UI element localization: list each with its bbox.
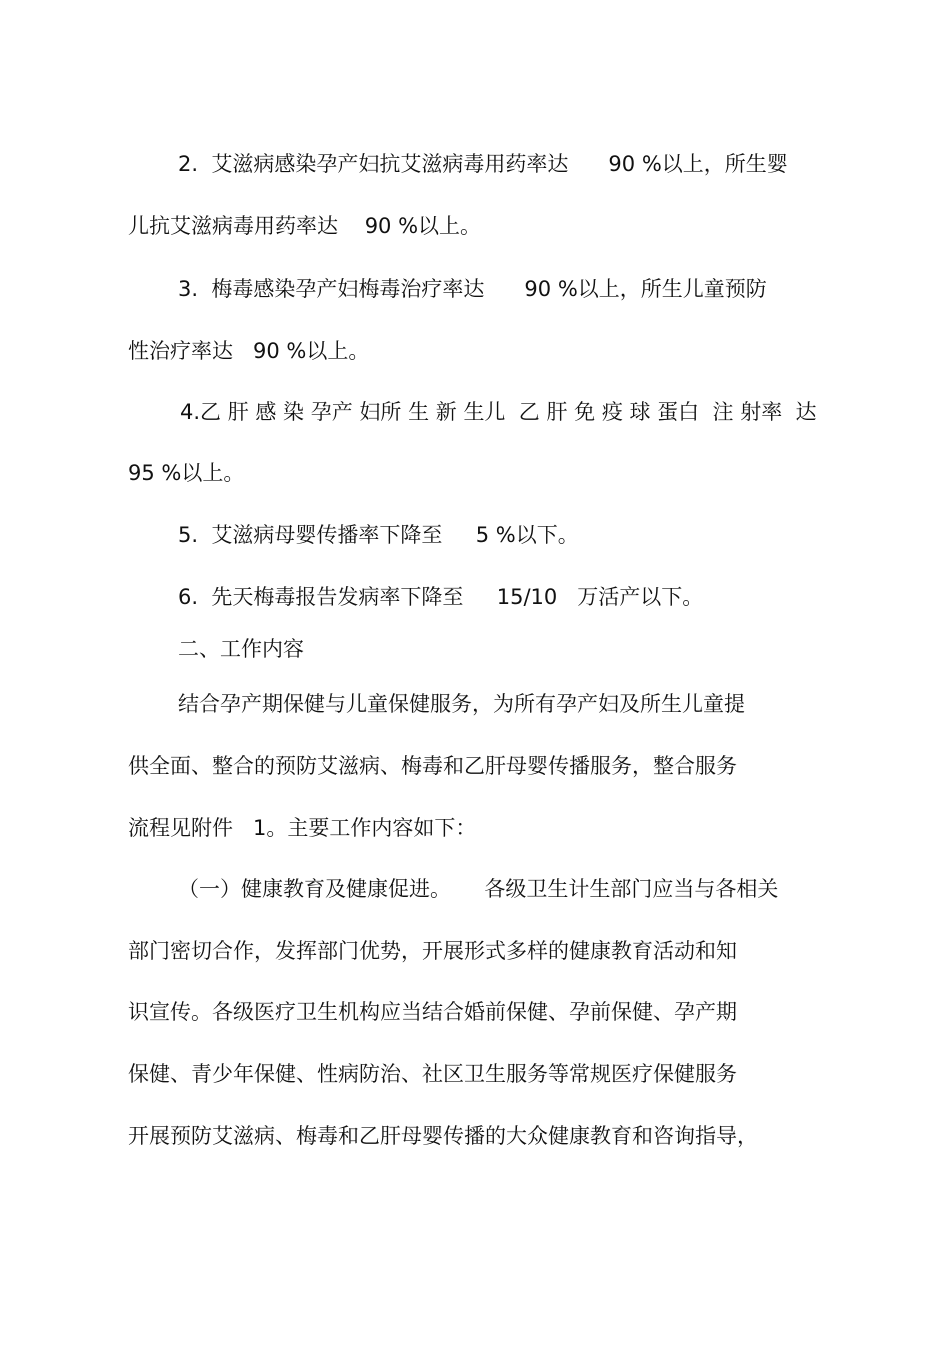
intro-paragraph-line-3: 流程见附件 1。主要工作内容如下：: [128, 816, 477, 840]
target-item-3-line-1: 3. 梅毒感染孕产妇梅毒治疗率达 90 %以上，所生儿童预防: [178, 277, 767, 301]
target-item-4-line-2: 95 %以上。: [128, 461, 245, 485]
intro-paragraph-line-2: 供全面、整合的预防艾滋病、梅毒和乙肝母婴传播服务，整合服务: [128, 754, 737, 778]
intro-paragraph-line-1: 结合孕产期保健与儿童保健服务，为所有孕产妇及所生儿童提: [178, 692, 745, 716]
target-item-2-line-1: 2. 艾滋病感染孕产妇抗艾滋病毒用药率达 90 %以上，所生婴: [178, 152, 788, 176]
target-item-5: 5. 艾滋病母婴传播率下降至 5 %以下。: [178, 523, 579, 547]
subsection-1-line-5: 开展预防艾滋病、梅毒和乙肝母婴传播的大众健康教育和咨询指导，: [128, 1124, 758, 1148]
subsection-1-line-1: （一）健康教育及健康促进。 各级卫生计生部门应当与各相关: [178, 877, 779, 901]
target-item-3-line-2: 性治疗率达 90 %以上。: [128, 339, 370, 363]
target-item-2-line-2: 儿抗艾滋病毒用药率达 90 %以上。: [128, 214, 482, 238]
subsection-1-line-2: 部门密切合作，发挥部门优势，开展形式多样的健康教育活动和知: [128, 939, 737, 963]
section-heading: 二、工作内容: [178, 637, 304, 661]
subsection-1-line-3: 识宣传。各级医疗卫生机构应当结合婚前保健、孕前保健、孕产期: [128, 1000, 737, 1024]
subsection-1-line-4: 保健、青少年保健、性病防治、社区卫生服务等常规医疗保健服务: [128, 1062, 737, 1086]
target-item-4-line-1: 4.乙 肝 感 染 孕产 妇所 生 新 生儿 乙 肝 免 疫 球 蛋白 注 射率 达: [180, 400, 817, 424]
target-item-6: 6. 先天梅毒报告发病率下降至 15/10 万活产以下。: [178, 585, 704, 609]
